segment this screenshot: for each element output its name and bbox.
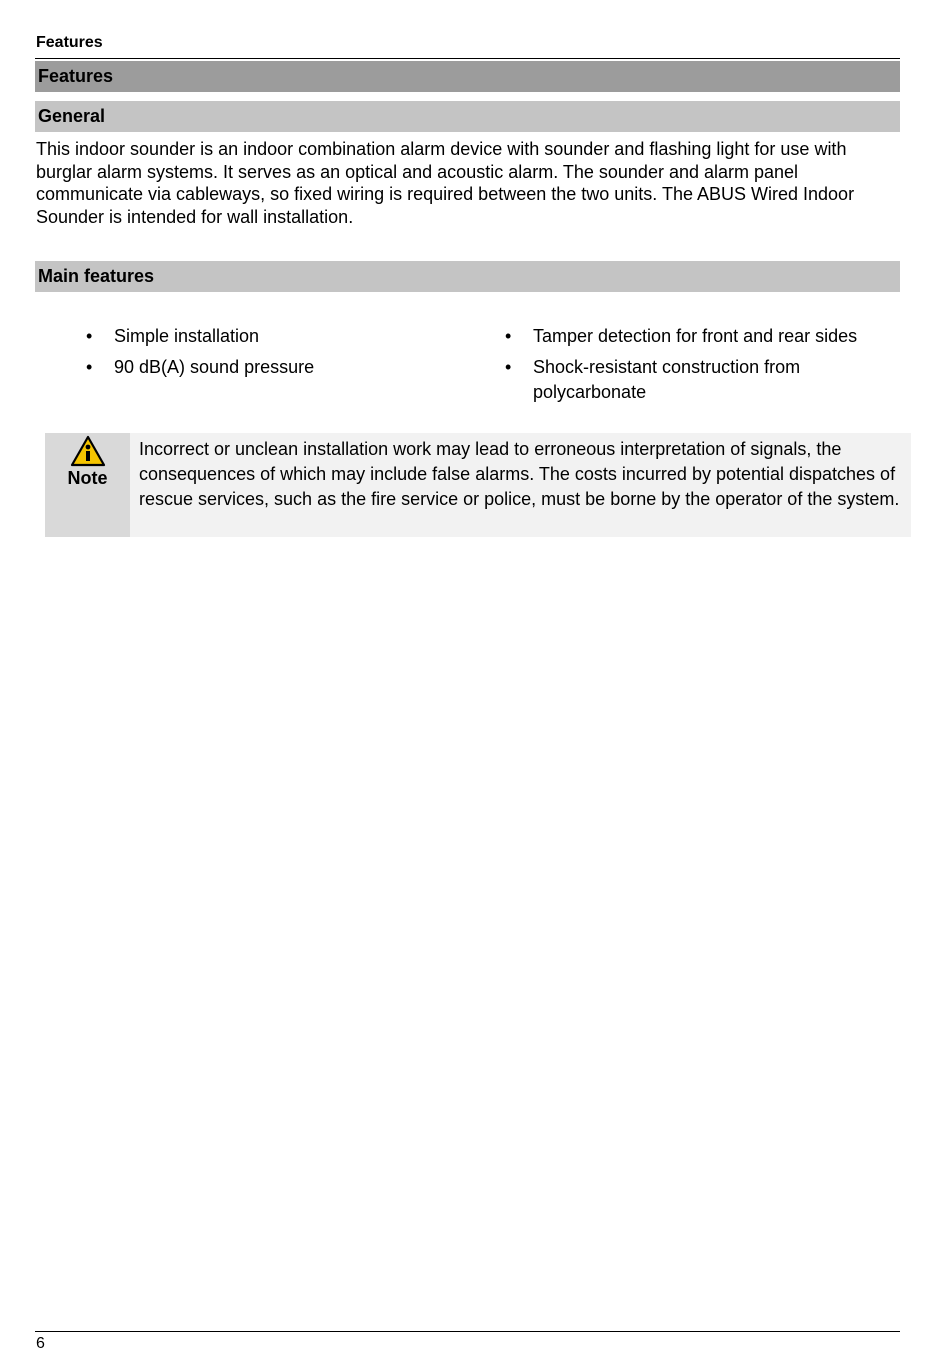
bullet: •	[505, 357, 512, 377]
feature-text: 90 dB(A) sound pressure	[114, 357, 315, 377]
feature-list-right	[505, 324, 900, 411]
warning-info-icon	[70, 435, 106, 467]
list-item	[505, 324, 900, 349]
header-rule	[35, 58, 900, 59]
note-text: Incorrect or unclean installation work may lead to erroneous interpretation of signals, the consequences of which may include false alarms. The costs incurred by potential dispatches of rescue services, such as the fire service or police, must be borne by the operator of the system.	[130, 433, 911, 537]
note-box	[45, 433, 911, 537]
subsection-title-general: General	[35, 101, 900, 132]
page-number: 6	[36, 1335, 45, 1352]
feature-text: Simple installation	[114, 326, 260, 346]
footer-rule	[35, 1331, 900, 1332]
list-item	[86, 355, 476, 380]
note-label-cell	[45, 433, 130, 537]
subsection-title-main-features: Main features	[35, 261, 900, 292]
list-item	[86, 324, 476, 349]
bullet: •	[86, 357, 93, 377]
feature-text: Shock-resistant construction from polycarbonate	[533, 357, 801, 402]
bullet: •	[505, 326, 512, 346]
bullet: •	[86, 326, 93, 346]
feature-list-left	[86, 324, 476, 386]
section-title-features: Features	[35, 61, 900, 92]
list-item	[505, 355, 900, 404]
note-label: Note	[67, 468, 108, 488]
general-description: This indoor sounder is an indoor combination alarm device with sounder and flashing light for use with burglar alarm systems. It serves as an optical and acoustic alarm. The sounder and alarm panel communicate via cableways, so fixed wiring is required between the two units. The ABUS Wired Indoor Sounder is intended for wall installation.	[36, 139, 855, 227]
feature-text: Tamper detection for front and rear sides	[533, 326, 858, 346]
running-header: Features	[36, 34, 103, 51]
